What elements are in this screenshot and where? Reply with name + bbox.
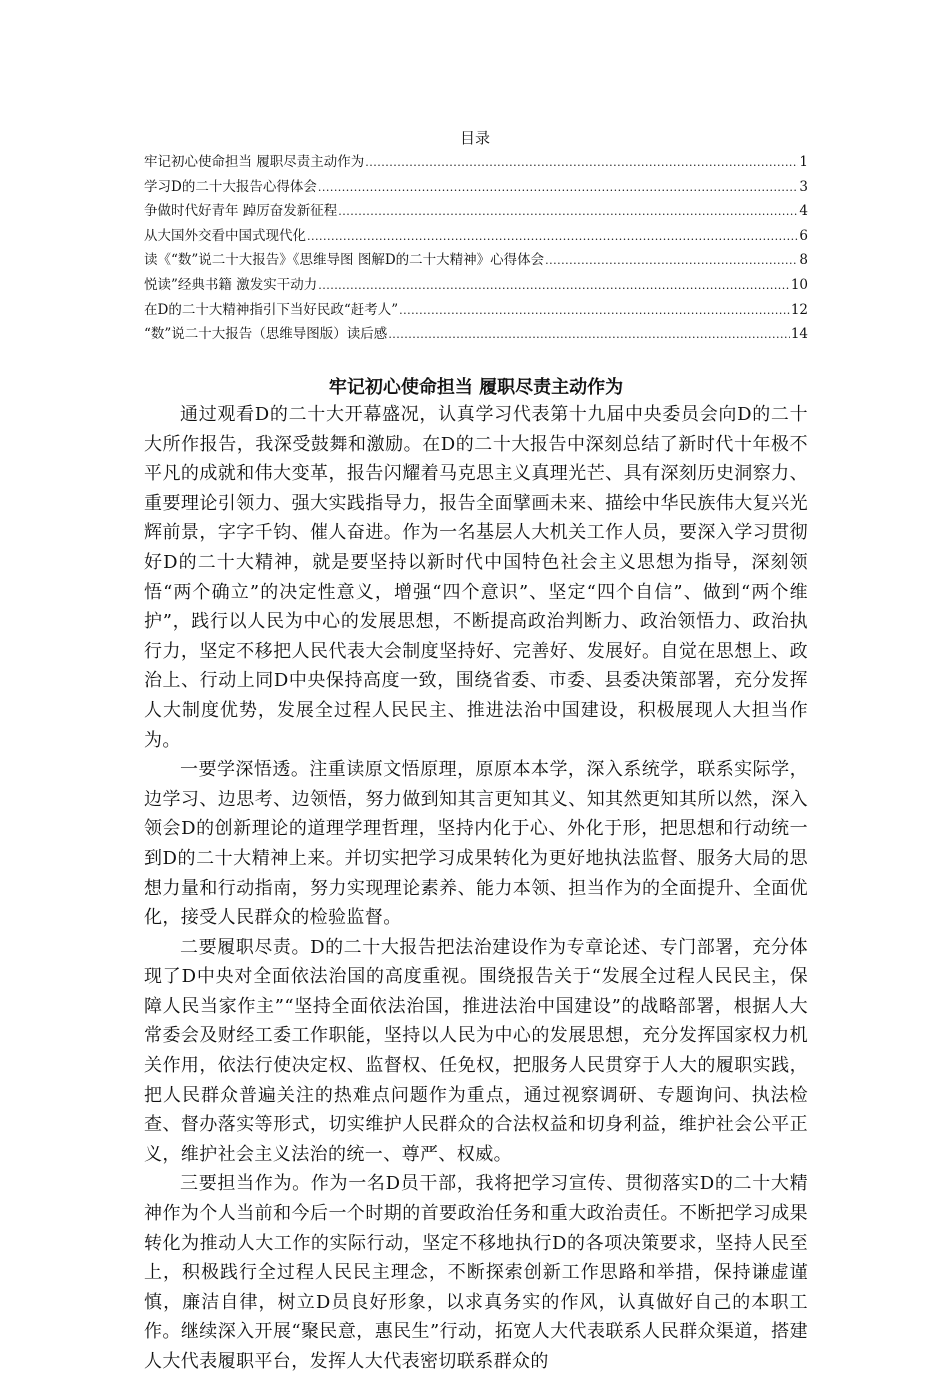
toc-entry[interactable] bbox=[144, 201, 808, 226]
toc-leader-dots bbox=[545, 251, 798, 271]
article bbox=[144, 376, 808, 1377]
toc-entry[interactable] bbox=[144, 152, 808, 177]
toc-entry-title: 在D的二十大精神指引下当好民政“赶考人” bbox=[144, 301, 399, 318]
toc-entry-page: 6 bbox=[799, 227, 808, 244]
article-paragraph: 一要学深悟透。注重读原文悟原理，原原本本学，深入系统学，联系实际学，边学习、边思考、边领悟，努力做到知其言更知其义、知其然更知其所以然，深入领会D的创新理论的道理学理哲理，坚持内化于心、外化于形，把思想和行动统一到D的二十大精神上来。并切实把学习成果转化为更好地执法监督、服务大局的思想力量和行动指南，努力实现理论素养、能力本领、担当作为的全面提升、全面优化，接受人民群众的检验监督。 bbox=[144, 759, 808, 929]
toc-entry[interactable] bbox=[144, 324, 808, 349]
toc-entry[interactable] bbox=[144, 275, 808, 300]
article-paragraph: 三要担当作为。作为一名D员干部，我将把学习宣传、贯彻落实D的二十大精神作为个人当前和今后一个时期的首要政治任务和重大政治责任。不断把学习成果转化为推动人大工作的实际行动，坚定不移地执行D的各项决策要求，坚持人民至上，积极践行全过程人民民主理念，不断探索创新工作思路和举措，保持谦虚谨慎，廉洁自律，树立D员良好形象，以求真务实的作风，认真做好自己的本职工作。继续深入开展“聚民意，惠民生”行动，拓宽人大代表联系人民群众渠道，搭建人大代表履职平台，发挥人大代表密切联系群众的 bbox=[144, 1173, 808, 1372]
toc-entry[interactable] bbox=[144, 177, 808, 202]
toc-entry-title: 争做时代好青年 踔厉奋发新征程 bbox=[144, 203, 338, 220]
toc-leader-dots bbox=[399, 301, 790, 321]
table-of-contents bbox=[144, 152, 808, 349]
toc-entry-page: 10 bbox=[790, 276, 808, 293]
article-paragraph: 二要履职尽责。D的二十大报告把法治建设作为专章论述、专门部署，充分体现了D中央对全面依法治国的高度重视。围绕报告关于“发展全过程人民民主，保障人民当家作主”“坚持全面依法治国，推进法治中国建设”的战略部署，根据人大常委会及财经工委工作职能，坚持以人民为中心的发展思想，充分发挥国家权力机关作用，依法行使决定权、监督权、任免权，把服务人民贯穿于人大的履职实践，把人民群众普遍关注的热难点问题作为重点，通过视察调研、专题询问、执法检查、督办落实等形式，切实维护人民群众的合法权益和切身利益，维护社会公平正义，维护社会主义法治的统一、尊严、权威。 bbox=[144, 936, 808, 1165]
toc-leader-dots bbox=[365, 153, 798, 173]
article-paragraph: 通过观看D的二十大开幕盛况，认真学习代表第十九届中央委员会向D的二十大所作报告，我深受鼓舞和激励。在D的二十大报告中深刻总结了新时代十年极不平凡的成就和伟大变革，报告闪耀着马克思主义真理光芒、具有深刻历史洞察力、重要理论引领力、强大实践指导力，报告全面擘画未来、描绘中华民族伟大复兴光辉前景，字字千钧、催人奋进。作为一名基层人大机关工作人员，要深入学习贯彻好D的二十大精神，就是要坚持以新时代中国特色社会主义思想为指导，深刻领悟“两个确立”的决定性意义，增强“四个意识”、坚定“四个自信”、做到“两个维护”，践行以人民为中心的发展思想，不断提高政治判断力、政治领悟力、政治执行力，坚定不移把人民代表大会制度坚持好、完善好、发展好。自觉在思想上、政治上、行动上同D中央保持高度一致，围绕省委、市委、县委决策部署，充分发挥人大制度优势，发展全过程人民民主、推进法治中国建设，积极展现人大担当作为。 bbox=[144, 404, 808, 751]
toc-entry-title: 读《“数”说二十大报告》《思维导图 图解D的二十大精神》心得体会 bbox=[144, 252, 545, 269]
toc-entry-title: 学习D的二十大报告心得体会 bbox=[144, 178, 317, 195]
toc-leader-dots bbox=[318, 178, 799, 198]
toc-leader-dots bbox=[318, 276, 790, 296]
toc-entry-page: 4 bbox=[799, 203, 808, 220]
toc-entry-page: 12 bbox=[790, 301, 808, 318]
toc-entry-title: 从大国外交看中国式现代化 bbox=[144, 227, 306, 244]
toc-entry-title: 牢记初心使命担当 履职尽责主动作为 bbox=[144, 154, 365, 170]
toc-entry-title: 悦读”经典书籍 激发实干动力 bbox=[144, 276, 318, 293]
toc-title: 目录 bbox=[459, 129, 490, 147]
toc-leader-dots bbox=[307, 227, 798, 247]
toc-entry[interactable] bbox=[144, 226, 808, 251]
toc-entry-title: “数”说二十大报告（思维导图版）读后感 bbox=[144, 326, 388, 343]
toc-entry-page: 8 bbox=[799, 252, 808, 269]
toc-leader-dots bbox=[388, 325, 790, 345]
toc-entry-page: 14 bbox=[790, 326, 808, 343]
toc-entry[interactable] bbox=[144, 300, 808, 325]
toc-entry-page: 3 bbox=[799, 178, 808, 195]
toc-entry[interactable] bbox=[144, 250, 808, 275]
article-title: 牢记初心使命担当 履职尽责主动作为 bbox=[328, 377, 624, 398]
toc-entry-page: 1 bbox=[799, 154, 808, 170]
toc-leader-dots bbox=[338, 202, 798, 222]
